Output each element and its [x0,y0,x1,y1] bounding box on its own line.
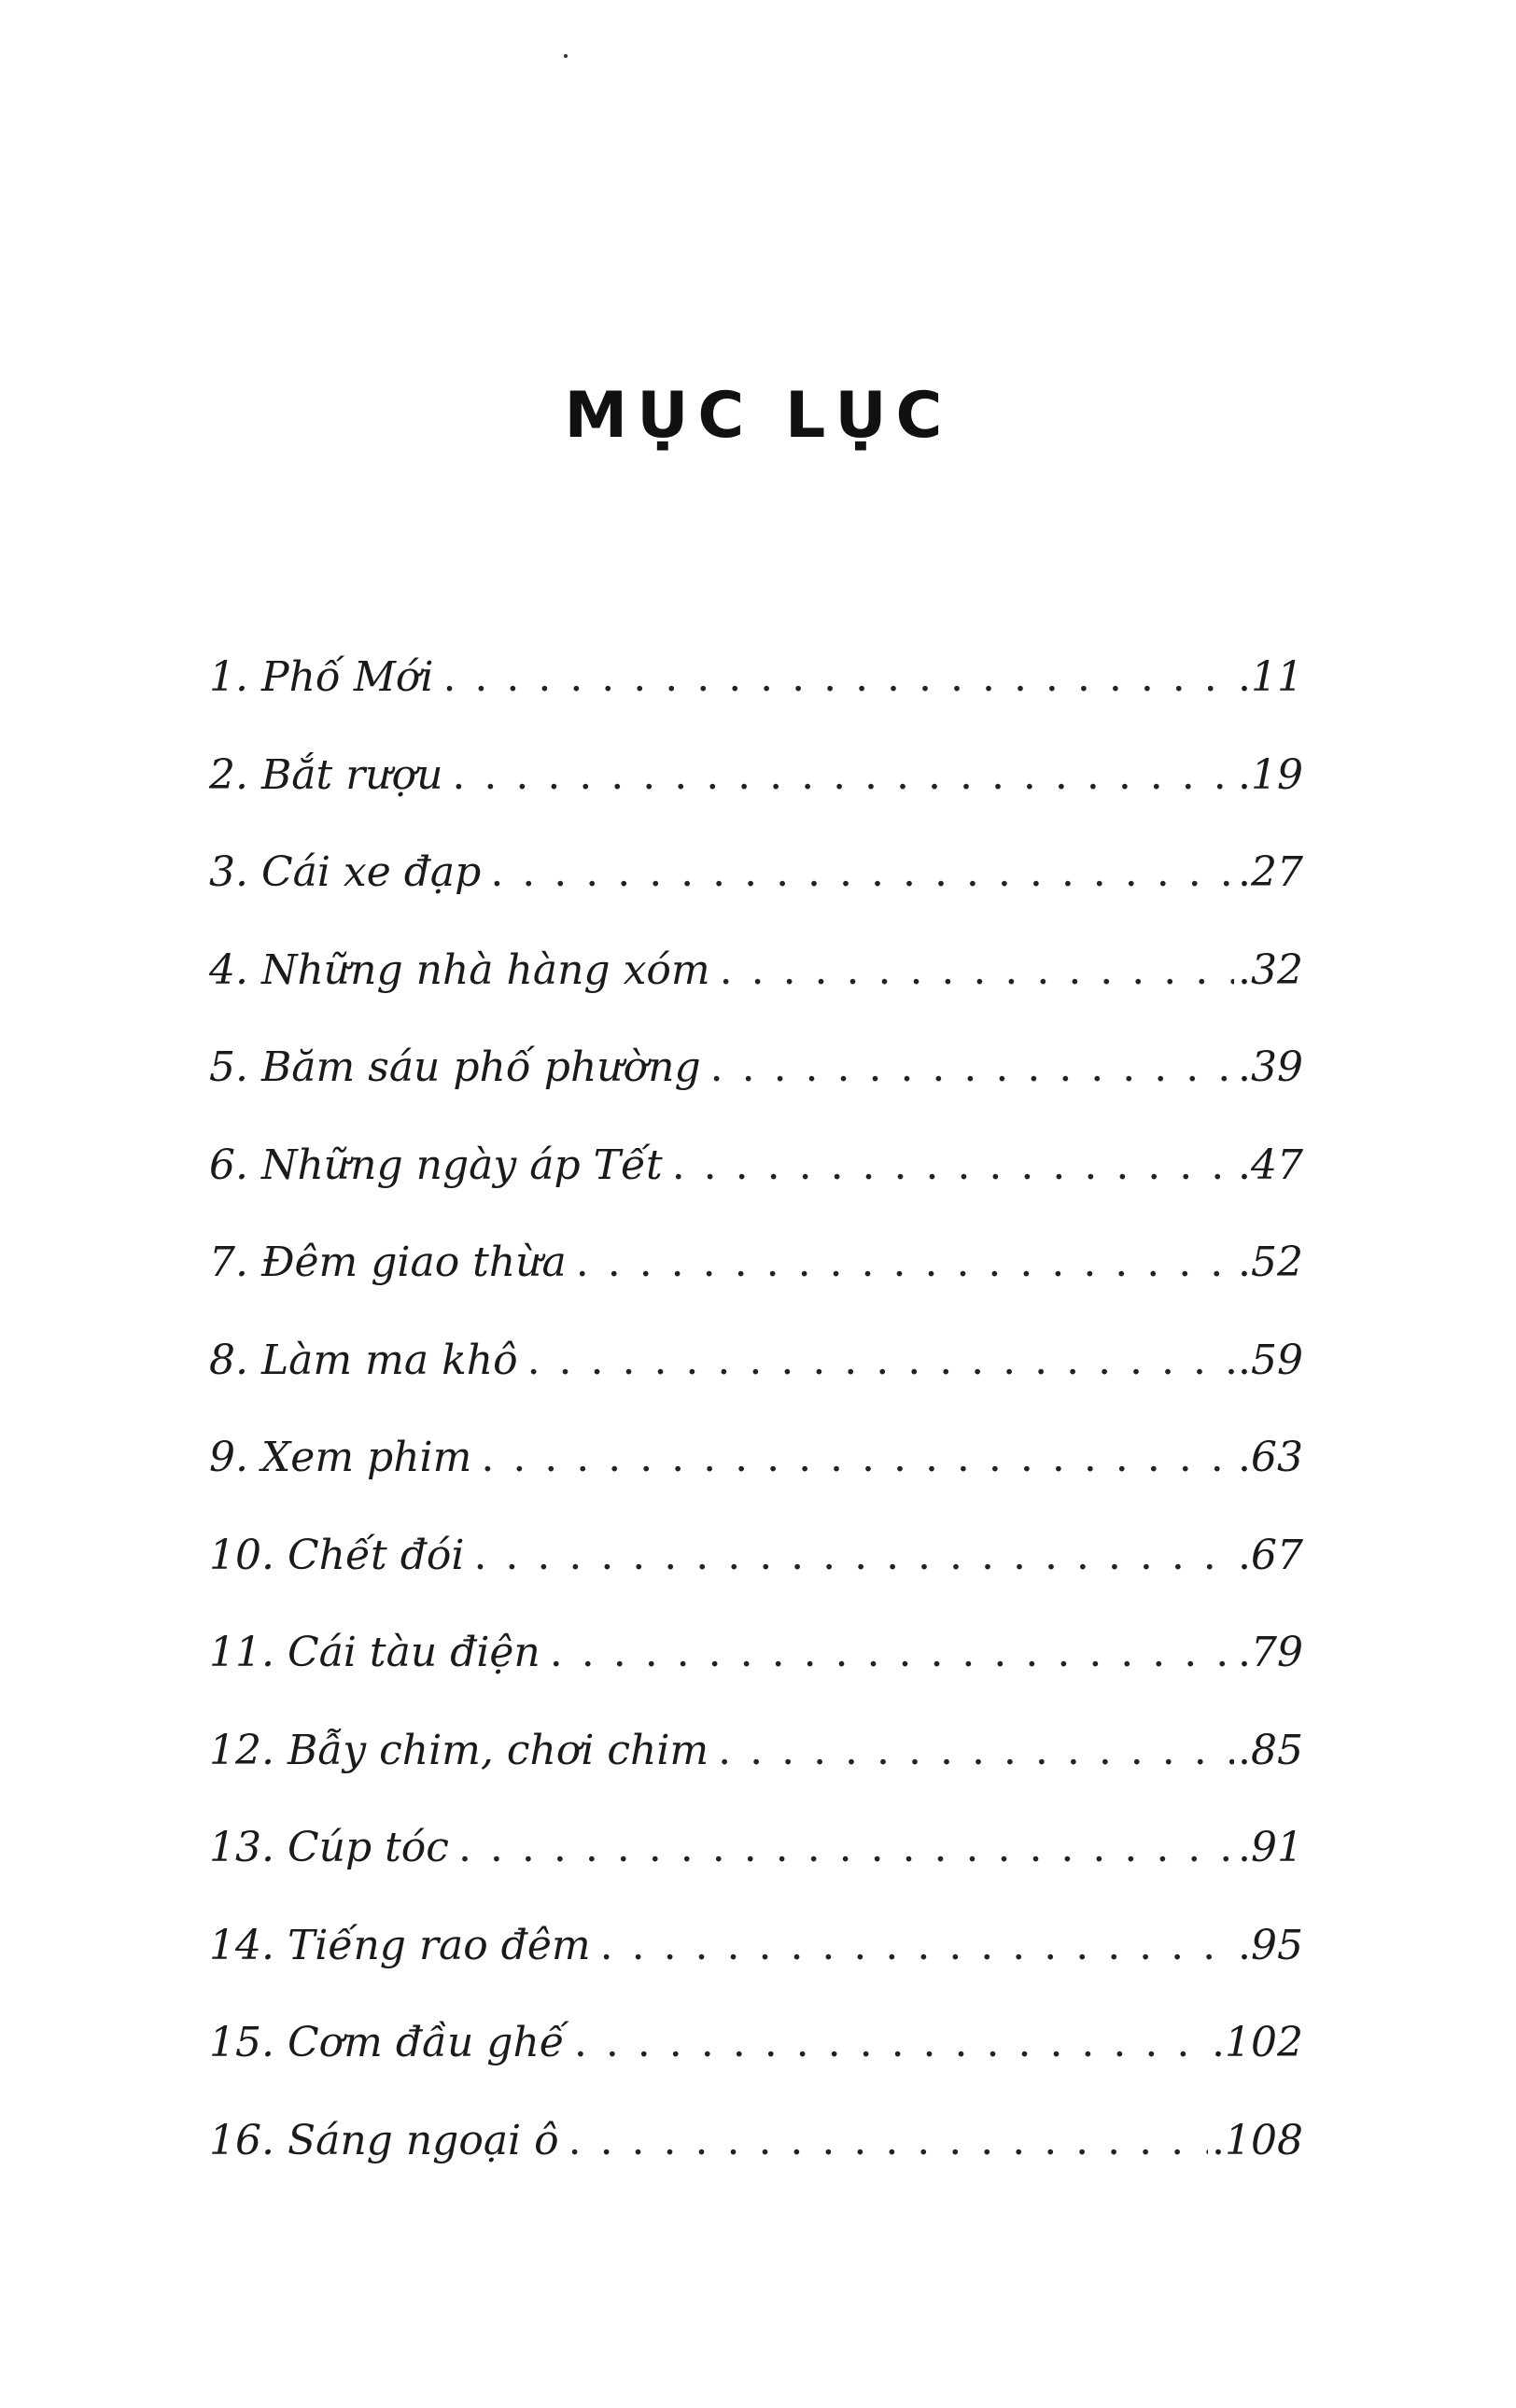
toc-entry-title: 11. Cái tàu điện [209,1629,540,1676]
toc-entry-title: 1. Phố Mới [209,653,434,701]
toc-entry-page: .85 [1238,1726,1303,1774]
toc-entry-page: .95 [1238,1921,1303,1969]
toc-entry-page: .52 [1238,1239,1303,1286]
toc-entry[interactable] [209,946,1303,1044]
dot-leader [442,751,1234,799]
toc-entry-page: .59 [1238,1336,1303,1384]
toc-entry[interactable] [209,751,1303,849]
dot-leader [518,1337,1234,1384]
toc-entry[interactable] [209,2117,1303,2215]
table-of-contents [209,653,1303,2214]
toc-entry[interactable] [209,1337,1303,1435]
dot-leader [701,1043,1234,1091]
toc-entry-page: .11 [1238,653,1303,701]
toc-entry[interactable] [209,1824,1303,1922]
stray-ink-mark [564,54,568,58]
toc-entry-title: 16. Sáng ngoại ô [209,2116,559,2164]
toc-entry-page: .102 [1212,2019,1303,2066]
dot-leader [565,2019,1208,2066]
toc-entry-page: .91 [1238,1824,1303,1871]
toc-entry[interactable] [209,2019,1303,2117]
dot-leader [591,1922,1234,1969]
toc-entry-title: 4. Những nhà hàng xóm [209,945,710,994]
dot-leader [709,1727,1234,1774]
toc-entry-title: 2. Bắt rượu [209,750,443,799]
dot-leader [433,653,1234,701]
toc-entry-title: 13. Cúp tóc [209,1824,449,1871]
toc-entry-title: 6. Những ngày áp Tết [209,1141,663,1189]
toc-entry[interactable] [209,653,1303,751]
toc-entry[interactable] [209,1727,1303,1825]
toc-entry-title: 15. Cơm đầu ghế [209,2019,565,2066]
toc-entry[interactable] [209,1922,1303,2020]
dot-leader [464,1532,1234,1579]
toc-entry[interactable] [209,1239,1303,1337]
toc-entry-title: 7. Đêm giao thừa [209,1239,567,1286]
dot-leader [567,1239,1234,1286]
dot-leader [559,2117,1208,2164]
toc-entry-title: 12. Bẫy chim, chơi chim [209,1726,709,1774]
toc-entry-page: .63 [1238,1434,1303,1481]
toc-entry-page: .27 [1238,848,1303,896]
dot-leader [663,1141,1234,1189]
toc-entry[interactable] [209,1532,1303,1630]
toc-entry-title: 8. Làm ma khô [209,1336,518,1384]
toc-entry[interactable] [209,1629,1303,1727]
toc-entry-title: 3. Cái xe đạp [209,848,482,896]
toc-entry-page: .47 [1238,1141,1303,1189]
toc-entry-page: .19 [1238,750,1303,799]
toc-entry-title: 5. Băm sáu phố phường [209,1043,701,1091]
page-title: MỤC LỤC [564,378,952,453]
dot-leader [449,1824,1234,1871]
toc-entry-page: .108 [1212,2116,1303,2164]
dot-leader [540,1629,1234,1676]
dot-leader [471,1434,1234,1481]
toc-entry-page: .39 [1238,1043,1303,1091]
toc-entry-title: 14. Tiếng rao đêm [209,1921,591,1969]
toc-entry[interactable] [209,1434,1303,1532]
toc-entry-title: 10. Chết đói [209,1531,465,1579]
toc-entry[interactable] [209,848,1303,946]
toc-entry-page: .32 [1238,945,1303,994]
dot-leader [710,946,1234,994]
toc-entry-page: .79 [1238,1629,1303,1676]
toc-entry-page: .67 [1238,1531,1303,1579]
toc-entry[interactable] [209,1043,1303,1141]
toc-entry-title: 9. Xem phim [209,1434,472,1481]
dot-leader [481,848,1234,896]
toc-entry[interactable] [209,1141,1303,1239]
